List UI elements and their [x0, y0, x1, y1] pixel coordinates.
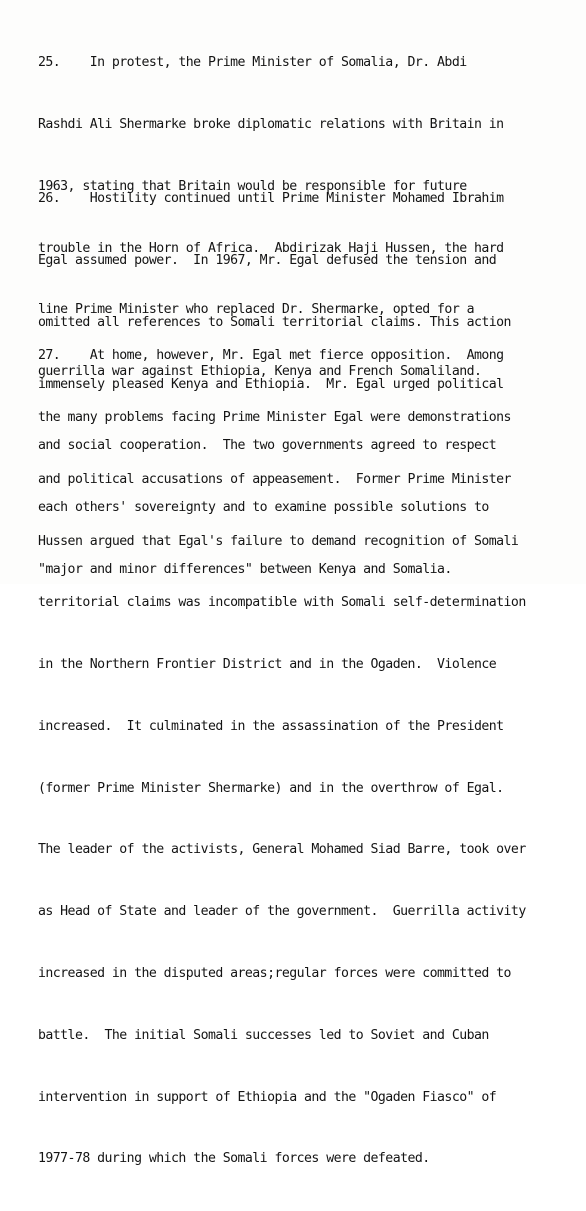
paragraph-line: increased. It culminated in the assassination of the President: [38, 718, 504, 734]
paragraph-line: omitted all references to Somali territorial claims. This action: [38, 314, 511, 330]
paragraph-line: battle. The initial Somali successes led to Soviet and Cuban: [38, 1027, 489, 1043]
paragraph-line: in the Northern Frontier District and in the Ogaden. Violence: [38, 657, 497, 673]
paragraph-line: 25. In protest, the Prime Minister of Somalia, Dr. Abdi: [38, 55, 467, 71]
paragraph-line: 1977-78 during which the Somali forces were defeated.: [38, 1151, 430, 1167]
paragraph-line: 27. At home, however, Mr. Egal met fierce opposition. Among: [38, 348, 504, 364]
paragraph-line: "major and minor differences" between Kenya and Somalia.: [38, 561, 452, 577]
paragraph-line: Hussen argued that Egal's failure to demand recognition of Somali: [38, 533, 519, 549]
paragraph-line: guerrilla war against Ethiopia, Kenya and French Somaliland.: [38, 364, 482, 380]
paragraph-line: intervention in support of Ethiopia and the "Ogaden Fiasco" of: [38, 1089, 497, 1105]
paragraph-line: (former Prime Minister Shermarke) and in the overthrow of Egal.: [38, 780, 504, 796]
paragraph-27: [38, 305, 584, 1211]
paragraph-line: and political accusations of appeasement. Former Prime Minister: [38, 471, 511, 487]
paragraph-line: the many problems facing Prime Minister Egal were demonstrations: [38, 409, 511, 425]
paragraph-line: Egal assumed power. In 1967, Mr. Egal defused the tension and: [38, 252, 497, 268]
paragraph-line: The leader of the activists, General Mohamed Siad Barre, took over: [38, 842, 526, 858]
paragraph-line: 1963, stating that Britain would be responsible for future: [38, 178, 467, 194]
paragraph-line: as Head of State and leader of the government. Guerrilla activity: [38, 904, 526, 920]
paragraph-line: increased in the disputed areas;regular forces were committed to: [38, 966, 511, 981]
paragraph-line: 26. Hostility continued until Prime Minister Mohamed Ibrahim: [38, 191, 504, 207]
paragraph-line: each others' sovereignty and to examine possible solutions to: [38, 500, 489, 516]
paragraph-line: line Prime Minister who replaced Dr. Shermarke, opted for a: [38, 302, 474, 318]
paragraph-line: and social cooperation. The two governments agreed to respect: [38, 438, 497, 454]
paragraph-line: trouble in the Horn of Africa. Abdirizak Haji Hussen, the hard: [38, 240, 504, 256]
paragraph-line: Rashdi Ali Shermarke broke diplomatic relations with Britain in: [38, 116, 504, 132]
paragraph-line: territorial claims was incompatible with Somali self-determination: [38, 595, 526, 611]
paragraph-line: immensely pleased Kenya and Ethiopia. Mr. Egal urged political: [38, 376, 504, 392]
